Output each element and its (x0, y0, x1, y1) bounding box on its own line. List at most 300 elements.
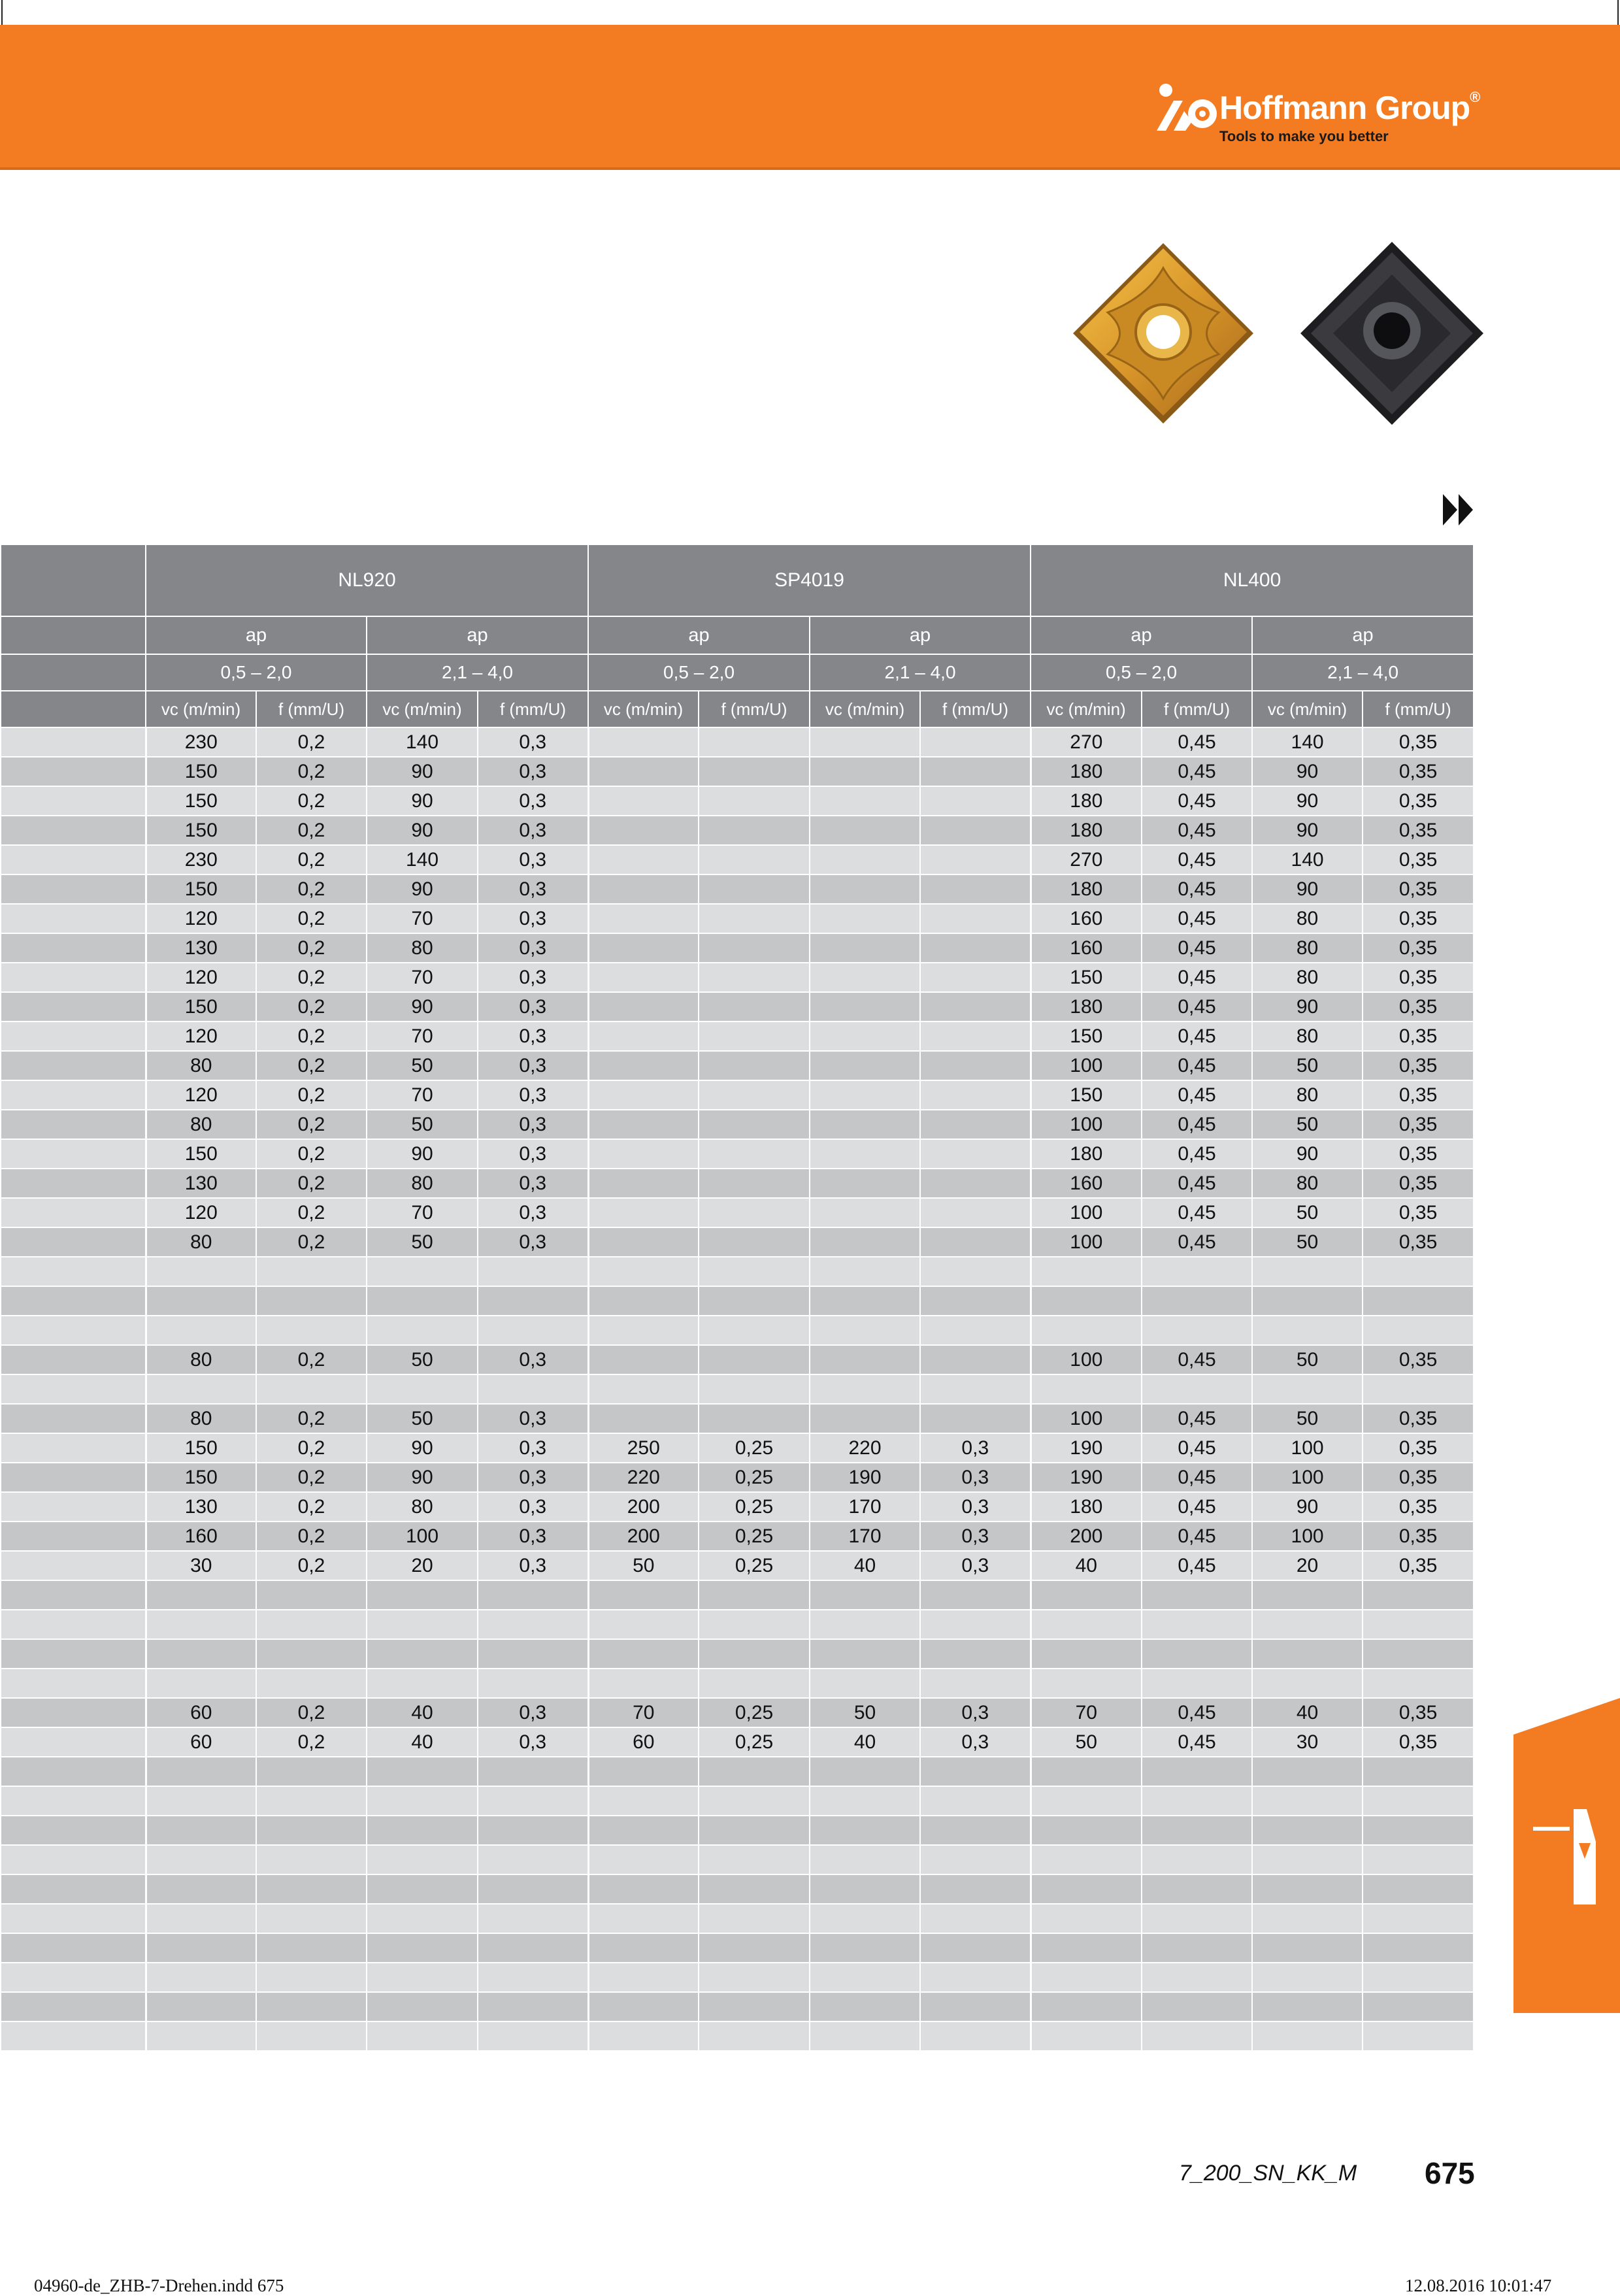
vc-cell (810, 1139, 920, 1169)
unit-vc: vc (m/min) (810, 691, 920, 727)
square-insert-gold-icon (1065, 235, 1261, 431)
f-cell: 0,2 (256, 933, 367, 963)
f-cell: 0,45 (1142, 1139, 1252, 1169)
vc-cell (588, 963, 699, 992)
f-cell (478, 1316, 588, 1345)
f-cell: 0,45 (1142, 845, 1252, 874)
f-cell: 0,45 (1142, 727, 1252, 757)
vc-cell (367, 1757, 478, 1786)
vc-cell (1252, 1580, 1363, 1610)
unit-f: f (mm/U) (1142, 691, 1252, 727)
f-cell: 0,25 (699, 1727, 810, 1757)
f-cell: 0,2 (256, 1345, 367, 1374)
vc-cell: 100 (1031, 1198, 1142, 1227)
f-cell: 0,3 (478, 874, 588, 904)
row-label-cell (1, 1669, 146, 1698)
f-cell (699, 1110, 810, 1139)
table-row (1, 1669, 1474, 1698)
row-label-cell (1, 1551, 146, 1580)
vc-cell (588, 1786, 699, 1816)
vc-cell: 50 (367, 1404, 478, 1433)
f-cell: 0,25 (699, 1433, 810, 1463)
f-cell (1142, 1816, 1252, 1845)
table-row (1, 1139, 1474, 1169)
header-label-cell (1, 654, 146, 691)
f-cell: 0,45 (1142, 1433, 1252, 1463)
unit-vc: vc (m/min) (146, 691, 256, 727)
f-cell: 0,2 (256, 1698, 367, 1727)
f-cell: 0,3 (478, 727, 588, 757)
vc-cell (146, 1963, 256, 1992)
ap-label: ap (367, 616, 588, 654)
f-cell (1142, 1933, 1252, 1963)
unit-f: f (mm/U) (920, 691, 1031, 727)
f-cell (1142, 1992, 1252, 2021)
vc-cell (810, 963, 920, 992)
vc-cell (1252, 1904, 1363, 1933)
vc-cell (1252, 1757, 1363, 1786)
f-cell (920, 1580, 1031, 1610)
table-row (1, 1227, 1474, 1257)
vc-cell (146, 1580, 256, 1610)
row-label-cell (1, 786, 146, 816)
f-cell (920, 1257, 1031, 1286)
f-cell: 0,3 (478, 1727, 588, 1757)
vc-cell (810, 1816, 920, 1845)
vc-cell: 150 (146, 816, 256, 845)
f-cell (1363, 1992, 1474, 2021)
vc-cell (1031, 1816, 1142, 1845)
vc-cell: 190 (1031, 1463, 1142, 1492)
vc-cell (1252, 1610, 1363, 1639)
vc-cell (588, 1080, 699, 1110)
row-label-cell (1, 1639, 146, 1669)
ap-label: ap (588, 616, 810, 654)
f-cell (920, 1874, 1031, 1904)
vc-cell (810, 904, 920, 933)
f-cell: 0,3 (478, 1198, 588, 1227)
vc-cell (810, 992, 920, 1022)
row-label-cell (1, 1051, 146, 1080)
unit-vc: vc (m/min) (1031, 691, 1142, 727)
f-cell (1142, 1639, 1252, 1669)
row-label-cell (1, 1992, 146, 2021)
vc-cell (810, 1963, 920, 1992)
f-cell (699, 816, 810, 845)
vc-cell (810, 1933, 920, 1963)
vc-cell (588, 904, 699, 933)
f-cell (699, 1286, 810, 1316)
vc-cell: 90 (1252, 757, 1363, 786)
brand-logo (1154, 77, 1481, 149)
table-row (1, 1404, 1474, 1433)
f-cell (256, 1757, 367, 1786)
vc-cell (1031, 2021, 1142, 2051)
f-cell (1142, 1963, 1252, 1992)
f-cell: 0,35 (1363, 757, 1474, 786)
f-cell: 0,25 (699, 1492, 810, 1522)
grade-nl920: NL920 (146, 544, 588, 616)
vc-cell: 20 (1252, 1551, 1363, 1580)
vc-cell (146, 1992, 256, 2021)
vc-cell: 80 (367, 1492, 478, 1522)
f-cell (256, 1286, 367, 1316)
row-label-cell (1, 933, 146, 963)
row-label-cell (1, 1022, 146, 1051)
vc-cell: 30 (1252, 1727, 1363, 1757)
vc-cell (1252, 1786, 1363, 1816)
f-cell (699, 1816, 810, 1845)
vc-cell: 90 (1252, 1492, 1363, 1522)
row-label-cell (1, 1786, 146, 1816)
table-row (1, 1933, 1474, 1963)
header-label-cell (1, 691, 146, 727)
row-label-cell (1, 1698, 146, 1727)
f-cell (920, 1845, 1031, 1874)
vc-cell (588, 1992, 699, 2021)
vc-cell (588, 816, 699, 845)
vc-cell: 120 (146, 1080, 256, 1110)
grade-header-row (1, 544, 1474, 616)
vc-cell (367, 1816, 478, 1845)
f-cell (920, 786, 1031, 816)
f-cell: 0,45 (1142, 1463, 1252, 1492)
f-cell: 0,45 (1142, 933, 1252, 963)
row-label-cell (1, 1374, 146, 1404)
vc-cell: 70 (367, 904, 478, 933)
f-cell (699, 1198, 810, 1227)
f-cell (699, 1963, 810, 1992)
f-cell (478, 2021, 588, 2051)
f-cell: 0,2 (256, 1227, 367, 1257)
f-cell: 0,45 (1142, 904, 1252, 933)
vc-cell: 180 (1031, 816, 1142, 845)
vc-cell (1031, 1286, 1142, 1316)
f-cell: 0,35 (1363, 874, 1474, 904)
f-cell: 0,2 (256, 727, 367, 757)
table-row (1, 1374, 1474, 1404)
vc-cell (1252, 1316, 1363, 1345)
vc-cell (810, 2021, 920, 2051)
f-cell: 0,2 (256, 1051, 367, 1080)
unit-header-row (1, 691, 1474, 727)
f-cell (699, 1669, 810, 1698)
vc-cell (367, 1669, 478, 1698)
brand-name (1219, 89, 1479, 127)
f-cell (699, 963, 810, 992)
ap-label: ap (810, 616, 1031, 654)
f-cell: 0,35 (1363, 1051, 1474, 1080)
row-label-cell (1, 845, 146, 874)
vc-cell (810, 1639, 920, 1669)
table-row (1, 933, 1474, 963)
vc-cell: 40 (1252, 1698, 1363, 1727)
row-label-cell (1, 1433, 146, 1463)
vc-cell: 170 (810, 1492, 920, 1522)
vc-cell (810, 874, 920, 904)
f-cell (256, 2021, 367, 2051)
vc-cell: 20 (367, 1551, 478, 1580)
vc-cell (1252, 1816, 1363, 1845)
vc-cell (588, 1051, 699, 1080)
vc-cell (1252, 1669, 1363, 1698)
table-row (1, 816, 1474, 845)
f-cell: 0,45 (1142, 1522, 1252, 1551)
vc-cell: 50 (1252, 1227, 1363, 1257)
f-cell (1142, 1286, 1252, 1316)
vc-cell: 50 (1252, 1345, 1363, 1374)
row-label-cell (1, 1404, 146, 1433)
vc-cell: 200 (1031, 1522, 1142, 1551)
vc-cell: 140 (1252, 727, 1363, 757)
f-cell (1363, 1669, 1474, 1698)
vc-cell (588, 1610, 699, 1639)
row-label-cell (1, 816, 146, 845)
vc-cell (588, 1580, 699, 1610)
unit-f: f (mm/U) (256, 691, 367, 727)
vc-cell (588, 1904, 699, 1933)
vc-cell: 80 (146, 1404, 256, 1433)
vc-cell (588, 874, 699, 904)
f-cell: 0,2 (256, 1551, 367, 1580)
vc-cell (1031, 1639, 1142, 1669)
f-cell (699, 757, 810, 786)
f-cell (1363, 1610, 1474, 1639)
f-cell (1142, 1610, 1252, 1639)
f-cell (920, 727, 1031, 757)
f-cell: 0,3 (478, 1022, 588, 1051)
vc-cell (146, 1316, 256, 1345)
vc-cell (146, 2021, 256, 2051)
vc-cell (146, 1816, 256, 1845)
vc-cell: 100 (1031, 1345, 1142, 1374)
row-label-cell (1, 963, 146, 992)
vc-cell (367, 1639, 478, 1669)
vc-cell: 120 (146, 904, 256, 933)
vc-cell: 100 (1252, 1433, 1363, 1463)
f-cell (256, 1639, 367, 1669)
vc-cell (146, 1933, 256, 1963)
f-cell (920, 1816, 1031, 1845)
vc-cell (1031, 1257, 1142, 1286)
print-slug-timestamp: 12.08.2016 10:01:47 (1405, 2276, 1552, 2295)
f-cell (478, 1757, 588, 1786)
vc-cell: 170 (810, 1522, 920, 1551)
double-chevron-right-icon[interactable] (1442, 493, 1474, 527)
f-cell (1363, 1257, 1474, 1286)
vc-cell: 90 (1252, 816, 1363, 845)
vc-cell: 220 (588, 1463, 699, 1492)
f-cell (1363, 1933, 1474, 1963)
vc-cell (588, 727, 699, 757)
f-cell (478, 1874, 588, 1904)
vc-cell (810, 1227, 920, 1257)
table-row (1, 1433, 1474, 1463)
f-cell: 0,35 (1363, 1345, 1474, 1374)
brand-tagline: Tools to make you better (1219, 128, 1389, 144)
vc-cell (810, 727, 920, 757)
table-row (1, 1022, 1474, 1051)
vc-cell: 50 (1252, 1110, 1363, 1139)
vc-cell (588, 2021, 699, 2051)
f-cell: 0,3 (478, 992, 588, 1022)
f-cell: 0,2 (256, 786, 367, 816)
vc-cell: 150 (1031, 963, 1142, 992)
table-row (1, 1492, 1474, 1522)
vc-cell: 80 (146, 1110, 256, 1139)
f-cell: 0,3 (478, 904, 588, 933)
vc-cell: 100 (1031, 1227, 1142, 1257)
f-cell (920, 992, 1031, 1022)
vc-cell (1031, 1610, 1142, 1639)
vc-cell: 150 (146, 1139, 256, 1169)
vc-cell (1031, 1669, 1142, 1698)
f-cell: 0,2 (256, 1022, 367, 1051)
print-slug-file: 04960-de_ZHB-7-Drehen.indd 675 (34, 2276, 284, 2295)
f-cell: 0,2 (256, 1139, 367, 1169)
vc-cell: 90 (367, 1433, 478, 1463)
vc-cell: 50 (367, 1227, 478, 1257)
f-cell (699, 874, 810, 904)
f-cell (478, 1639, 588, 1669)
f-cell (256, 1786, 367, 1816)
vc-cell: 140 (1252, 845, 1363, 874)
vc-cell: 70 (367, 1198, 478, 1227)
vc-cell (810, 786, 920, 816)
vc-cell (1031, 1580, 1142, 1610)
vc-cell (1031, 1757, 1142, 1786)
chapter-tab[interactable] (1513, 1698, 1620, 2013)
f-cell (699, 2021, 810, 2051)
f-cell (256, 1933, 367, 1963)
f-cell: 0,35 (1363, 1169, 1474, 1198)
vc-cell: 150 (1031, 1080, 1142, 1110)
f-cell (256, 1669, 367, 1698)
table-row (1, 1551, 1474, 1580)
f-cell (699, 933, 810, 963)
f-cell: 0,35 (1363, 1551, 1474, 1580)
vc-cell: 80 (146, 1227, 256, 1257)
f-cell: 0,45 (1142, 1698, 1252, 1727)
f-cell: 0,45 (1142, 1051, 1252, 1080)
f-cell: 0,45 (1142, 1022, 1252, 1051)
vc-cell (588, 1845, 699, 1874)
row-label-cell (1, 1904, 146, 1933)
vc-cell (810, 1845, 920, 1874)
vc-cell: 100 (1252, 1522, 1363, 1551)
vc-cell: 180 (1031, 1139, 1142, 1169)
f-cell (1363, 1874, 1474, 1904)
vc-cell (367, 1904, 478, 1933)
vc-cell: 180 (1031, 1492, 1142, 1522)
f-cell (699, 1257, 810, 1286)
vc-cell: 80 (1252, 933, 1363, 963)
f-cell (256, 1374, 367, 1404)
table-row (1, 1198, 1474, 1227)
f-cell (920, 1757, 1031, 1786)
vc-cell (588, 1816, 699, 1845)
vc-cell: 100 (1252, 1463, 1363, 1492)
vc-cell (588, 1257, 699, 1286)
f-cell: 0,3 (478, 1110, 588, 1139)
f-cell: 0,2 (256, 904, 367, 933)
f-cell (478, 1845, 588, 1874)
f-cell (1363, 1845, 1474, 1874)
row-label-cell (1, 1316, 146, 1345)
vc-cell (1252, 2021, 1363, 2051)
f-cell (256, 1610, 367, 1639)
f-cell: 0,3 (478, 1551, 588, 1580)
table-row (1, 1786, 1474, 1816)
vc-cell: 90 (1252, 1139, 1363, 1169)
f-cell: 0,35 (1363, 786, 1474, 816)
f-cell: 0,3 (478, 1433, 588, 1463)
f-cell: 0,2 (256, 1463, 367, 1492)
vc-cell: 150 (146, 786, 256, 816)
f-cell (1142, 1786, 1252, 1816)
vc-cell: 160 (1031, 904, 1142, 933)
product-code: 7_200_SN_KK_M (1179, 2161, 1357, 2186)
vc-cell: 80 (146, 1051, 256, 1080)
vc-cell (146, 1257, 256, 1286)
f-cell (478, 1610, 588, 1639)
f-cell (699, 1316, 810, 1345)
grade-sp4019: SP4019 (588, 544, 1031, 616)
f-cell: 0,45 (1142, 1345, 1252, 1374)
f-cell (1363, 1374, 1474, 1404)
vc-cell (810, 1110, 920, 1139)
vc-cell: 100 (1031, 1051, 1142, 1080)
vc-cell (367, 1874, 478, 1904)
f-cell: 0,45 (1142, 1227, 1252, 1257)
vc-cell: 50 (1252, 1404, 1363, 1433)
f-cell (699, 992, 810, 1022)
f-cell: 0,2 (256, 1080, 367, 1110)
vc-cell: 120 (146, 963, 256, 992)
f-cell (1142, 1874, 1252, 1904)
f-cell: 0,35 (1363, 1139, 1474, 1169)
f-cell: 0,35 (1363, 1227, 1474, 1257)
f-cell (699, 1610, 810, 1639)
f-cell (1142, 1904, 1252, 1933)
vc-cell: 50 (367, 1345, 478, 1374)
f-cell (699, 1227, 810, 1257)
table-row (1, 727, 1474, 757)
vc-cell (588, 992, 699, 1022)
hoffmann-logo-icon (1154, 82, 1226, 135)
vc-cell (588, 1169, 699, 1198)
f-cell (478, 1992, 588, 2021)
row-label-cell (1, 1286, 146, 1316)
row-label-cell (1, 992, 146, 1022)
f-cell (478, 1904, 588, 1933)
f-cell (920, 1933, 1031, 1963)
vc-cell (810, 1051, 920, 1080)
f-cell: 0,2 (256, 1110, 367, 1139)
f-cell (699, 1933, 810, 1963)
f-cell (256, 1874, 367, 1904)
vc-cell: 120 (146, 1022, 256, 1051)
page-number: 675 (1425, 2156, 1475, 2190)
f-cell: 0,3 (478, 757, 588, 786)
vc-cell (810, 1786, 920, 1816)
vc-cell: 90 (1252, 992, 1363, 1022)
row-label-cell (1, 1463, 146, 1492)
crop-mark-left (1, 0, 3, 25)
vc-cell: 40 (810, 1551, 920, 1580)
row-label-cell (1, 1080, 146, 1110)
f-cell: 0,35 (1363, 1080, 1474, 1110)
